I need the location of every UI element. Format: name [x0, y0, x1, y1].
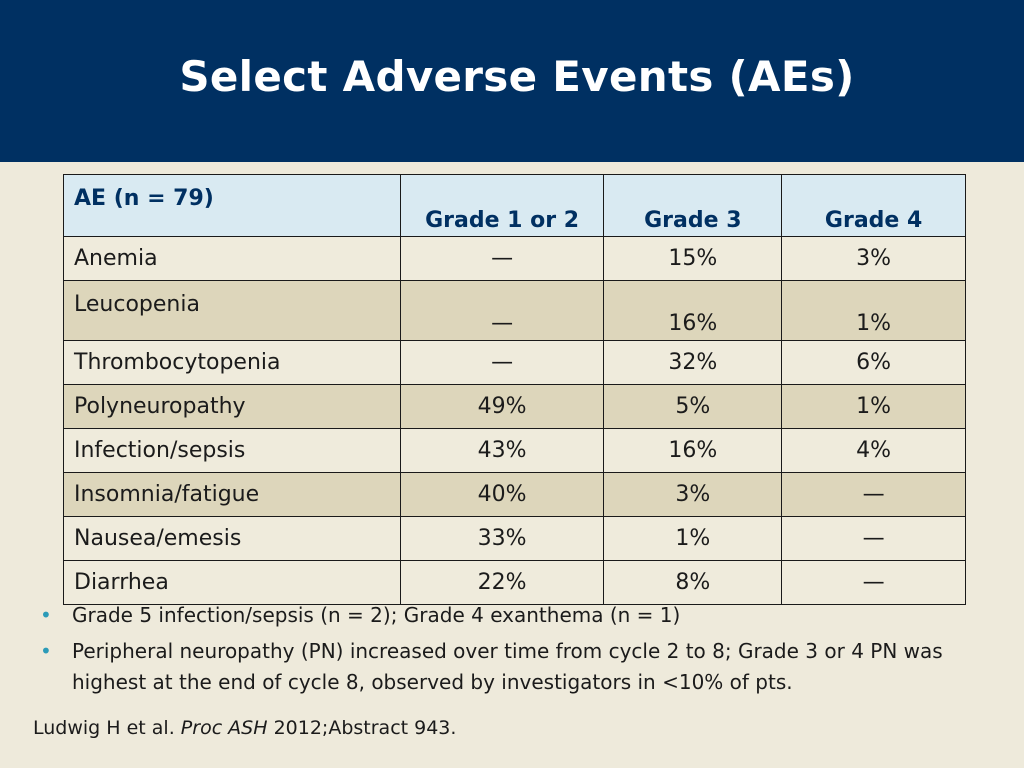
table-row [64, 385, 966, 429]
table-row [64, 237, 966, 281]
grade-1-2-value: — [400, 281, 604, 341]
grade-4-value: 3% [782, 237, 966, 281]
ae-name: Infection/sepsis [64, 429, 401, 473]
bullet-icon: • [40, 639, 52, 663]
grade-3-value: 16% [604, 281, 782, 341]
ae-name: Polyneuropathy [64, 385, 401, 429]
ae-name: Anemia [64, 237, 401, 281]
grade-3-value: 16% [604, 429, 782, 473]
header-grade-4: Grade 4 [782, 175, 966, 237]
ae-name: Insomnia/fatigue [64, 473, 401, 517]
list-item [40, 636, 1000, 698]
note-text: Grade 5 infection/sepsis (n = 2); Grade 4 exanthema (n = 1) [72, 603, 681, 627]
grade-3-value: 8% [604, 561, 782, 605]
ae-name: Nausea/emesis [64, 517, 401, 561]
slide-title: Select Adverse Events (AEs) [179, 52, 855, 101]
grade-1-2-value: 49% [400, 385, 604, 429]
table-row [64, 281, 966, 341]
header-grade-3: Grade 3 [604, 175, 782, 237]
table-row [64, 561, 966, 605]
grade-1-2-value: 40% [400, 473, 604, 517]
grade-1-2-value: — [400, 237, 604, 281]
grade-4-value: 6% [782, 341, 966, 385]
ae-name: Diarrhea [64, 561, 401, 605]
citation-ref: 2012;Abstract 943. [273, 717, 457, 739]
grade-4-value: — [782, 473, 966, 517]
grade-1-2-value: 22% [400, 561, 604, 605]
table-row [64, 429, 966, 473]
table-row [64, 517, 966, 561]
header-grade-1-2: Grade 1 or 2 [400, 175, 604, 237]
note-text: Peripheral neuropathy (PN) increased over time from cycle 2 to 8; Grade 3 or 4 PN was highest at the end of cycle 8, observed by investigators in <10% of pts. [72, 639, 943, 694]
grade-3-value: 15% [604, 237, 782, 281]
grade-1-2-value: 43% [400, 429, 604, 473]
ae-name: Leucopenia [64, 281, 401, 341]
grade-3-value: 1% [604, 517, 782, 561]
ae-name: Thrombocytopenia [64, 341, 401, 385]
citation [33, 717, 456, 739]
list-item [40, 600, 1000, 631]
grade-1-2-value: 33% [400, 517, 604, 561]
grade-1-2-value: — [400, 341, 604, 385]
notes-list [40, 600, 1000, 703]
grade-4-value: — [782, 561, 966, 605]
grade-4-value: 1% [782, 385, 966, 429]
grade-4-value: 1% [782, 281, 966, 341]
grade-4-value: — [782, 517, 966, 561]
bullet-icon: • [40, 603, 52, 627]
table-row [64, 473, 966, 517]
grade-4-value: 4% [782, 429, 966, 473]
citation-journal: Proc ASH [180, 717, 268, 739]
header-ae: AE (n = 79) [64, 175, 401, 237]
citation-authors: Ludwig H et al. [33, 717, 175, 739]
table-row [64, 341, 966, 385]
grade-3-value: 5% [604, 385, 782, 429]
table-header-row [64, 175, 966, 237]
grade-3-value: 32% [604, 341, 782, 385]
adverse-events-table [63, 174, 966, 605]
grade-3-value: 3% [604, 473, 782, 517]
